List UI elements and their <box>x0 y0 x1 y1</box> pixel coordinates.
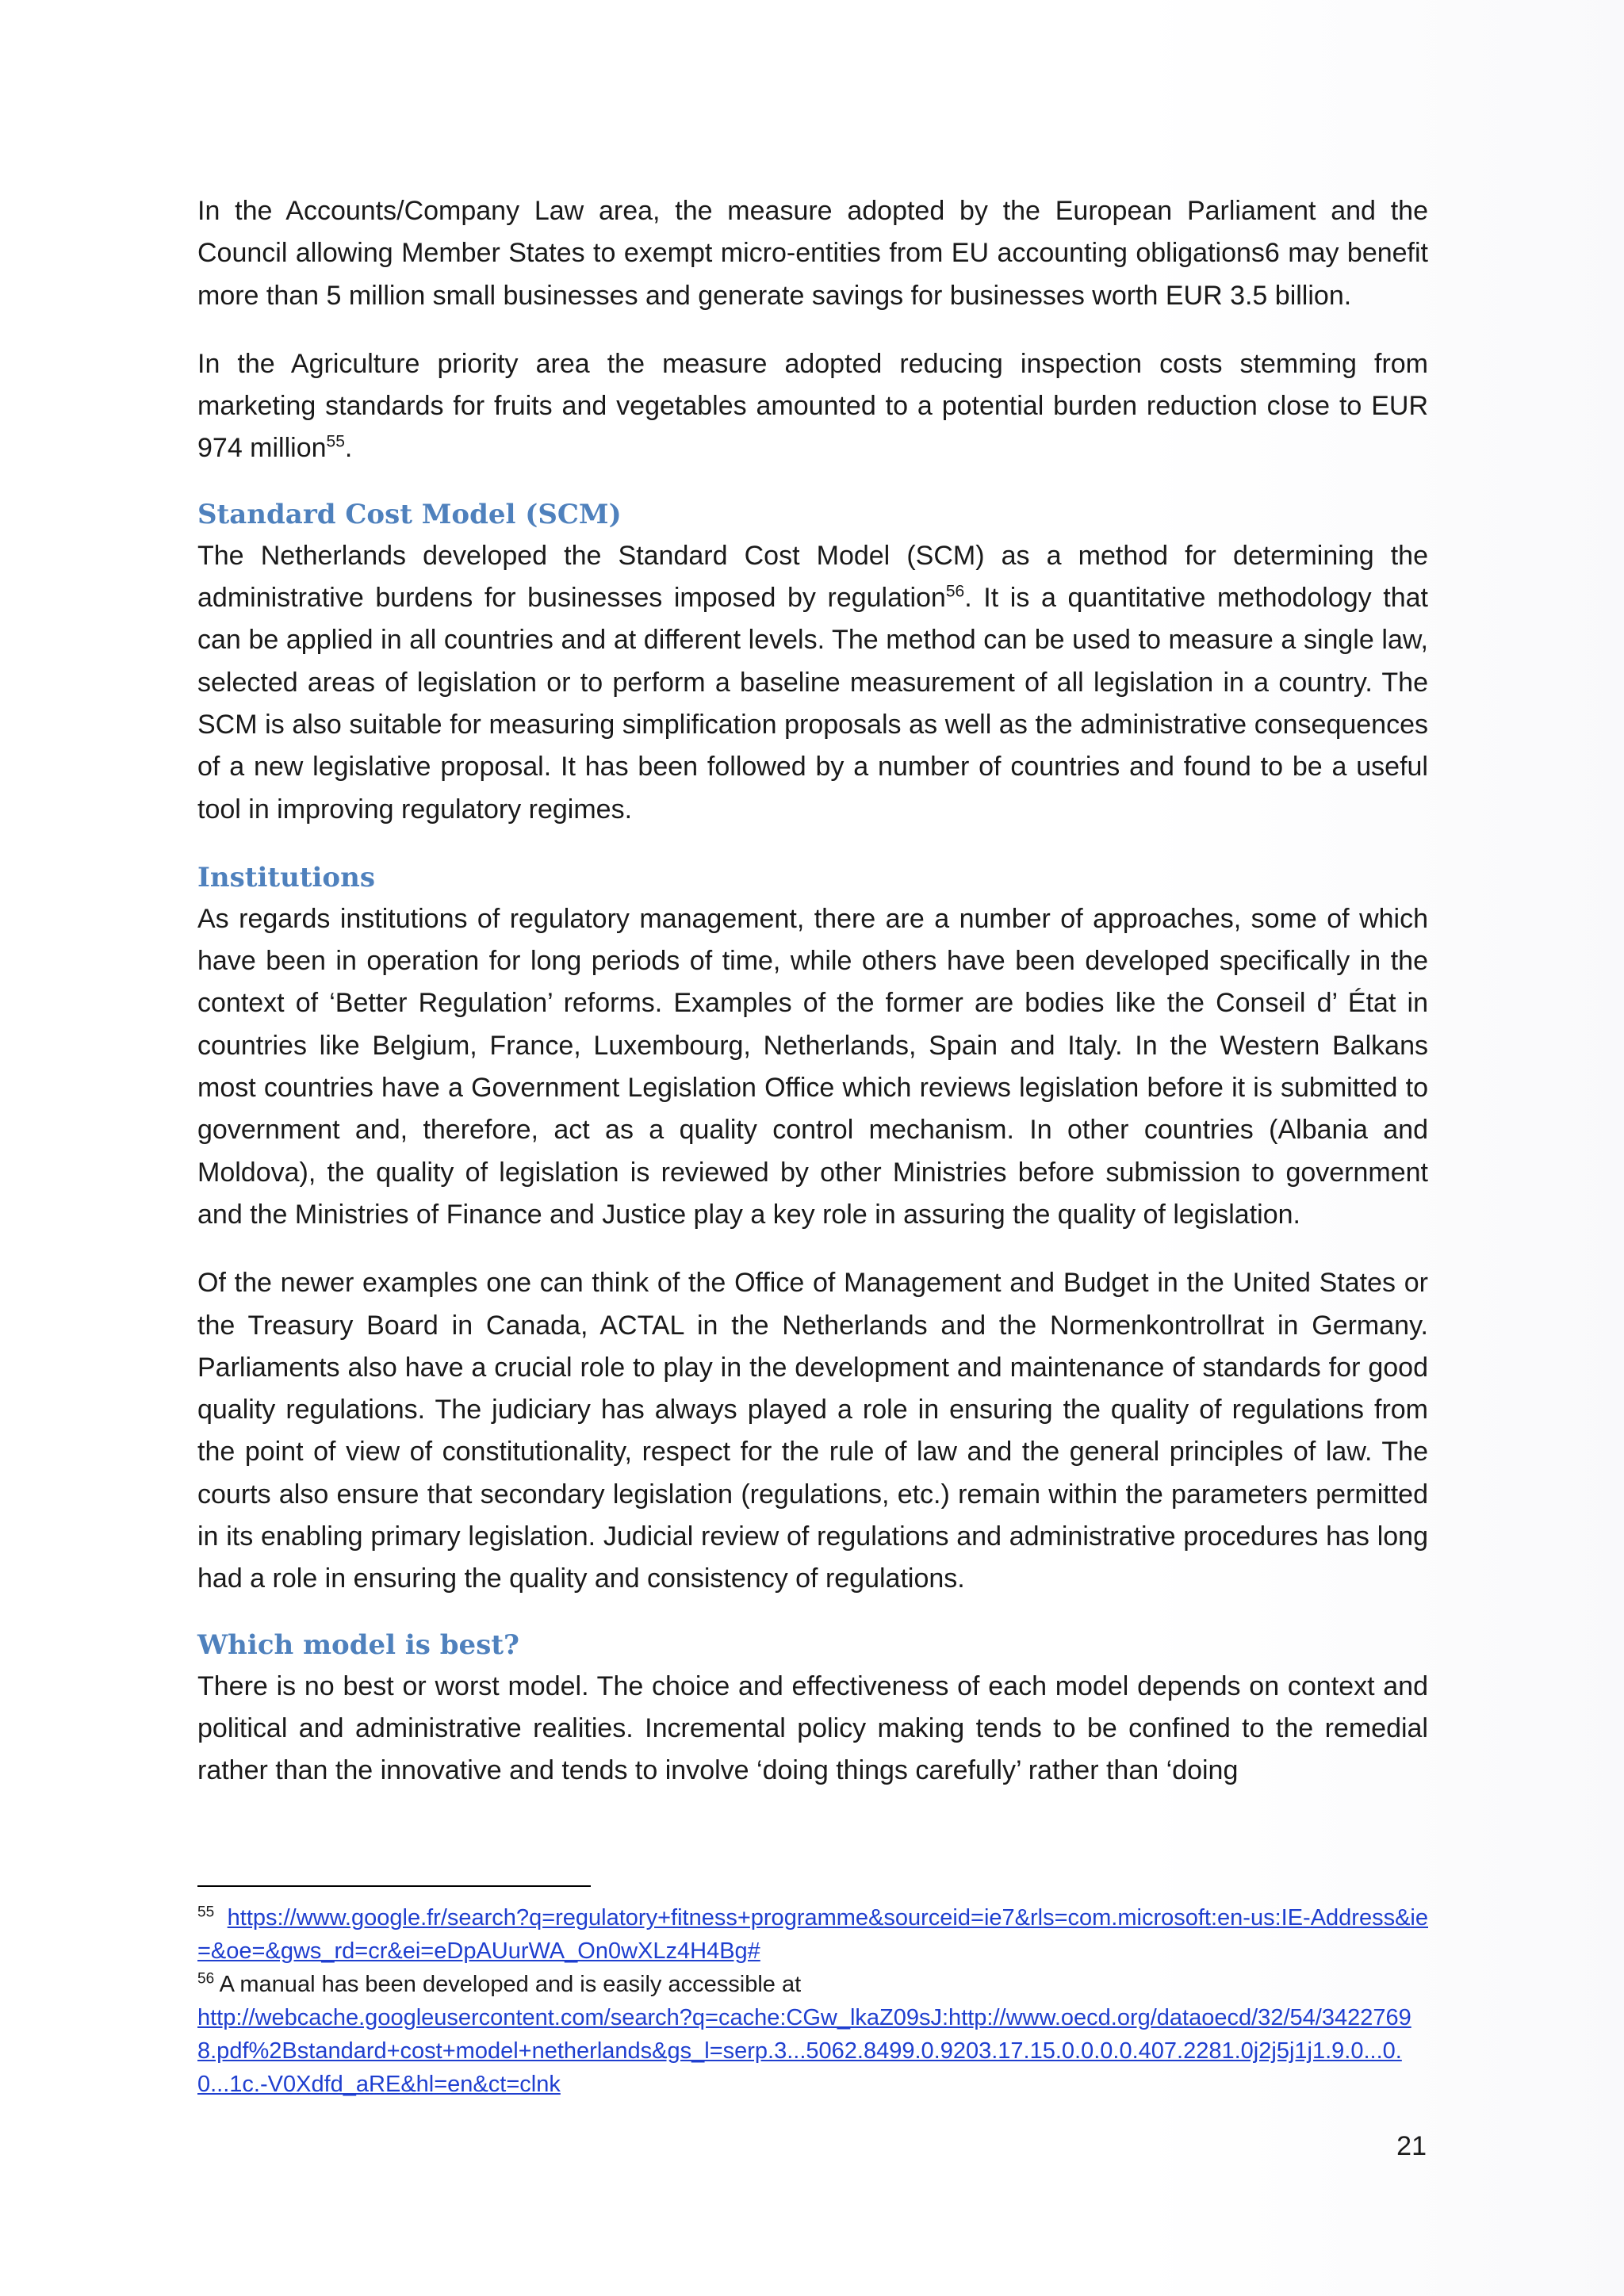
footnote-56-link[interactable]: http://webcache.googleusercontent.com/search?q=cache:CGw_lkaZ09sJ:http://www.oecd.org/dataoecd/32/54/34227698.pdf%2Bstandard+cost+model+netherlands&gs_l=serp.3...5062.8499.0.9203.17.15.0.0.0.0.407.2281.0j2j5j1j1.9.0...0.0...1c.-V0Xdfd_aRE&hl=en&ct=clnk <box>197 2005 1411 2097</box>
footnote-55-number: 55 <box>197 1904 215 1921</box>
paragraph-accounts-company-law: In the Accounts/Company Law area, the measure adopted by the European Parliament and the Council allowing Member States to exempt micro-entities from EU accounting obligations6 may benefit more than 5 million small businesses and generate savings for businesses worth EUR 3.5 billion. <box>197 196 1428 311</box>
footnote-56-text: A manual has been developed and is easily accessible at <box>214 1972 802 1997</box>
paragraph-scm-text-a: The Netherlands developed the Standard Cost Model (SCM) as a method for determining the administrative burdens for businesses imposed by regulation <box>197 540 1428 614</box>
footnote-separator <box>197 1885 591 1887</box>
footnote-55-link[interactable]: https://www.google.fr/search?q=regulatory+fitness+programme&sourceid=ie7&rls=com.microsoft:en-us:IE-Address&ie=&oe=&gws_rd=cr&ei=eDpAUurWA_On0wXLz4H4Bg# <box>197 1905 1428 1964</box>
paragraph-institutions: As regards institutions of regulatory management, there are a number of approaches, some of which have been in operation for long periods of time, while others have been developed specifically in the context of ‘Better Regulation’ reforms. Examples of the former are bodies like the Conseil d’ État in countries like Belgium, France, Luxembourg, Netherlands, Spain and Italy. In the Western Balkans most countries have a Government Legislation Office which reviews legislation before it is submitted to government and, therefore, act as a quality control mechanism. In other countries (Albania and Moldova), the quality of legislation is reviewed by other Ministries before submission to government and the Ministries of Finance and Justice play a key role in assuring the quality of legislation. <box>197 903 1428 1230</box>
page-number: 21 <box>1396 2131 1427 2161</box>
footnote-ref-55[interactable]: 55 <box>326 433 345 452</box>
footnote-ref-56[interactable]: 56 <box>945 582 965 601</box>
heading-which-model: Which model is best? <box>197 1628 519 1661</box>
paragraph-which-model: There is no best or worst model. The choice and effectiveness of each model depends on context and political and administrative realities. Incremental policy making tends to be confined to the remedial rather than the innovative and tends to involve ‘doing things carefully’ rather than ‘doing <box>197 1670 1428 1786</box>
paragraph-scm-text-b: . It is a quantitative methodology that can be applied in all countries and at different levels. The method can be used to measure a single law, selected areas of legislation or to perform a baseline measurement of all legislation in a country. The SCM is also suitable for measuring simplification proposals as well as the administrative consequences of a new legislative proposal. It has been followed by a number of countries and found to be a useful tool in improving regulatory regimes. <box>197 583 1428 825</box>
footnote-56-number: 56 <box>197 1970 215 1988</box>
heading-standard-cost-model: Standard Cost Model (SCM) <box>197 498 622 530</box>
footnote-55 <box>197 1901 1428 1968</box>
heading-institutions: Institutions <box>197 861 375 894</box>
period: . <box>344 433 353 464</box>
footnotes <box>197 1885 1428 2101</box>
paragraph-agriculture <box>197 343 1428 470</box>
footnote-56 <box>197 1968 1428 2101</box>
paragraph-agriculture-text: In the Agriculture priority area the measure adopted reducing inspection costs stemming from marketing standards for fruits and vegetables amounted to a potential burden reduction close to EUR 974 million <box>197 348 1428 464</box>
paragraph-newer-examples: Of the newer examples one can think of the Office of Management and Budget in the United States or the Treasury Board in Canada, ACTAL in the Netherlands and the Normenkontrollrat in Germany. Parliaments also have a crucial role to play in the development and maintenance of standards for good quality regulations. The judiciary has always played a role in ensuring the quality of regulations from the point of view of constitutionality, respect for the rule of law and the general principles of law. The courts also ensure that secondary legislation (regulations, etc.) remain within the parameters permitted in its enabling primary legislation. Judicial review of regulations and administrative procedures has long had a role in ensuring the quality and consistency of regulations. <box>197 1268 1428 1594</box>
body-text <box>197 190 1428 1820</box>
paragraph-scm <box>197 535 1428 831</box>
